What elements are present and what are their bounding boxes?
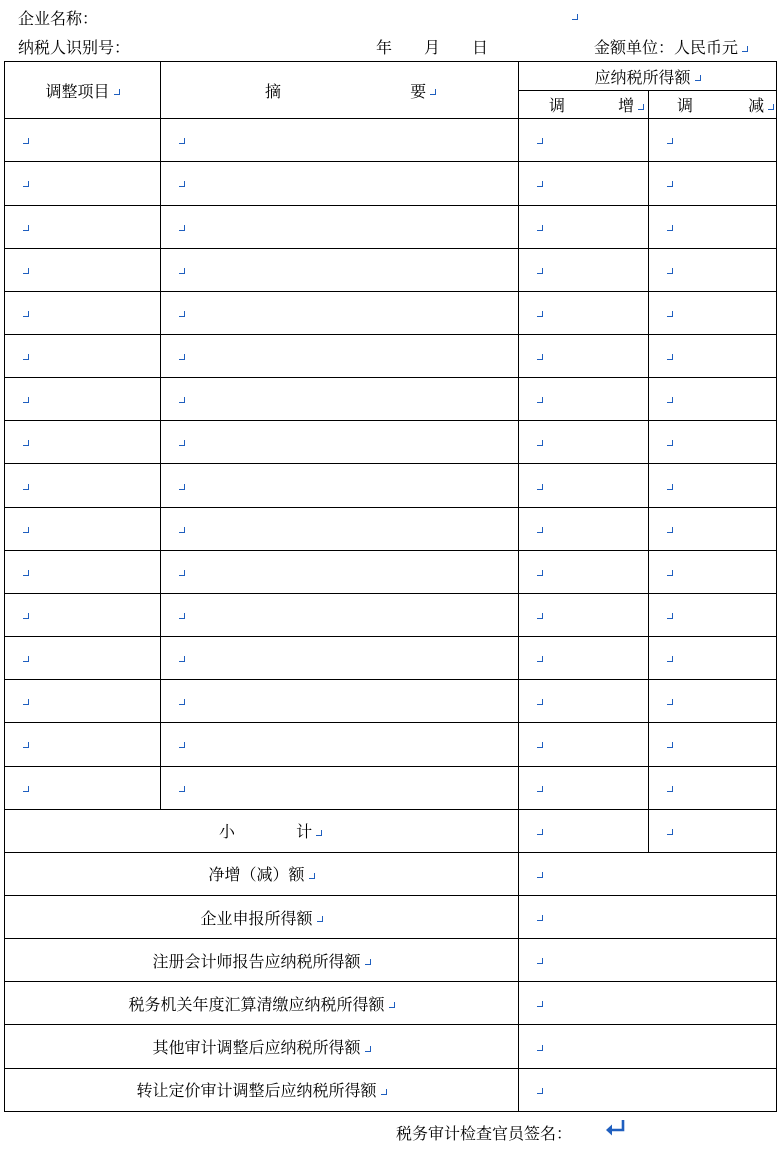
paragraph-mark-icon bbox=[179, 397, 185, 403]
increase-cell[interactable] bbox=[519, 162, 649, 205]
paragraph-mark-icon bbox=[23, 613, 29, 619]
paragraph-mark-icon bbox=[23, 786, 29, 792]
paragraph-mark-icon bbox=[667, 699, 673, 705]
table-row bbox=[5, 334, 777, 377]
paragraph-mark-icon bbox=[365, 959, 371, 965]
decrease-cell[interactable] bbox=[649, 119, 777, 162]
increase-cell[interactable] bbox=[519, 119, 649, 162]
paragraph-mark-icon bbox=[179, 527, 185, 533]
amount-unit-label: 金额单位：人民币元 bbox=[594, 38, 748, 58]
return-arrow-icon bbox=[604, 1118, 628, 1140]
table-row bbox=[5, 291, 777, 334]
paragraph-mark-icon bbox=[430, 89, 436, 95]
table-row bbox=[5, 162, 777, 205]
decrease-cell[interactable] bbox=[649, 637, 777, 680]
adjust-item-cell[interactable] bbox=[5, 680, 161, 723]
other-audit-income-label: 其他审计调整后应纳税所得额 bbox=[5, 1025, 519, 1068]
adjust-item-cell[interactable] bbox=[5, 378, 161, 421]
increase-cell[interactable] bbox=[519, 637, 649, 680]
decrease-cell[interactable] bbox=[649, 464, 777, 507]
decrease-cell[interactable] bbox=[649, 162, 777, 205]
paragraph-mark-icon bbox=[537, 915, 543, 921]
header-taxable-income: 应纳税所得额 bbox=[519, 62, 777, 91]
paragraph-mark-icon bbox=[365, 1046, 371, 1052]
paragraph-mark-icon bbox=[179, 138, 185, 144]
paragraph-mark-icon bbox=[537, 354, 543, 360]
paragraph-mark-icon bbox=[667, 742, 673, 748]
paragraph-mark-icon bbox=[667, 829, 673, 835]
paragraph-mark-icon bbox=[537, 829, 543, 835]
increase-cell[interactable] bbox=[519, 550, 649, 593]
paragraph-mark-icon bbox=[23, 484, 29, 490]
increase-cell[interactable] bbox=[519, 723, 649, 766]
paragraph-mark-icon bbox=[317, 916, 323, 922]
increase-cell[interactable] bbox=[519, 421, 649, 464]
increase-cell[interactable] bbox=[519, 248, 649, 291]
paragraph-mark-icon bbox=[179, 786, 185, 792]
paragraph-mark-icon bbox=[695, 75, 701, 81]
paragraph-mark-icon bbox=[23, 527, 29, 533]
paragraph-mark-icon bbox=[537, 958, 543, 964]
decrease-cell[interactable] bbox=[649, 766, 777, 809]
paragraph-mark-icon bbox=[667, 440, 673, 446]
paragraph-mark-icon bbox=[316, 830, 322, 836]
paragraph-mark-icon bbox=[667, 311, 673, 317]
paragraph-mark-icon bbox=[537, 1045, 543, 1051]
company-name-label: 企业名称： bbox=[18, 9, 99, 28]
adjust-item-cell[interactable] bbox=[5, 291, 161, 334]
declared-income-value-cell[interactable] bbox=[519, 896, 777, 939]
table-row bbox=[5, 637, 777, 680]
tax-bureau-income-row bbox=[5, 982, 777, 1025]
paragraph-mark-icon bbox=[179, 311, 185, 317]
decrease-cell[interactable] bbox=[649, 378, 777, 421]
adjust-item-cell[interactable] bbox=[5, 334, 161, 377]
tax-adjustment-table bbox=[4, 61, 777, 1112]
decrease-cell[interactable] bbox=[649, 291, 777, 334]
paragraph-mark-icon bbox=[537, 484, 543, 490]
summary-cell[interactable] bbox=[161, 291, 519, 334]
paragraph-mark-icon bbox=[537, 181, 543, 187]
paragraph-mark-icon bbox=[23, 268, 29, 274]
summary-cell[interactable] bbox=[161, 593, 519, 636]
paragraph-mark-icon bbox=[537, 742, 543, 748]
cpa-income-value-cell[interactable] bbox=[519, 939, 777, 982]
paragraph-mark-icon bbox=[537, 570, 543, 576]
paragraph-mark-icon bbox=[179, 484, 185, 490]
increase-cell[interactable] bbox=[519, 507, 649, 550]
paragraph-mark-icon bbox=[389, 1002, 395, 1008]
cpa-income-label: 注册会计师报告应纳税所得额 bbox=[5, 939, 519, 982]
paragraph-mark-icon bbox=[667, 225, 673, 231]
paragraph-mark-icon bbox=[23, 225, 29, 231]
transfer-pricing-income-row bbox=[5, 1068, 777, 1111]
transfer-pricing-income-value-cell[interactable] bbox=[519, 1068, 777, 1111]
paragraph-mark-icon bbox=[179, 656, 185, 662]
summary-cell[interactable] bbox=[161, 723, 519, 766]
paragraph-mark-icon bbox=[179, 742, 185, 748]
increase-cell[interactable] bbox=[519, 593, 649, 636]
decrease-cell[interactable] bbox=[649, 248, 777, 291]
paragraph-mark-icon bbox=[667, 570, 673, 576]
header-increase: 调 增 bbox=[519, 91, 649, 119]
paragraph-mark-icon bbox=[23, 440, 29, 446]
paragraph-mark-icon bbox=[23, 742, 29, 748]
increase-cell[interactable] bbox=[519, 205, 649, 248]
adjust-item-cell[interactable] bbox=[5, 550, 161, 593]
paragraph-mark-icon bbox=[667, 613, 673, 619]
paragraph-mark-icon bbox=[537, 440, 543, 446]
paragraph-mark-icon bbox=[179, 440, 185, 446]
increase-cell[interactable] bbox=[519, 334, 649, 377]
paragraph-mark-icon bbox=[768, 104, 774, 110]
adjust-item-cell[interactable] bbox=[5, 507, 161, 550]
declared-income-label: 企业申报所得额 bbox=[5, 896, 519, 939]
table-row bbox=[5, 507, 777, 550]
decrease-cell[interactable] bbox=[649, 723, 777, 766]
paragraph-mark-icon bbox=[114, 89, 120, 95]
increase-cell[interactable] bbox=[519, 464, 649, 507]
paragraph-mark-icon bbox=[537, 613, 543, 619]
summary-cell[interactable] bbox=[161, 550, 519, 593]
month-label: 月 bbox=[424, 38, 441, 57]
adjust-item-cell[interactable] bbox=[5, 119, 161, 162]
paragraph-mark-icon bbox=[23, 397, 29, 403]
paragraph-mark-icon bbox=[537, 138, 543, 144]
increase-cell[interactable] bbox=[519, 766, 649, 809]
other-audit-income-value-cell[interactable] bbox=[519, 1025, 777, 1068]
paragraph-mark-icon bbox=[667, 268, 673, 274]
paragraph-mark-icon bbox=[667, 181, 673, 187]
summary-cell[interactable] bbox=[161, 507, 519, 550]
paragraph-mark-icon bbox=[179, 354, 185, 360]
summary-cell[interactable] bbox=[161, 637, 519, 680]
paragraph-mark-icon bbox=[537, 656, 543, 662]
adjust-item-cell[interactable] bbox=[5, 637, 161, 680]
paragraph-mark-icon bbox=[537, 1001, 543, 1007]
paragraph-mark-icon bbox=[537, 786, 543, 792]
table-row bbox=[5, 248, 777, 291]
paragraph-mark-icon bbox=[23, 354, 29, 360]
declared-income-row bbox=[5, 896, 777, 939]
adjust-item-cell[interactable] bbox=[5, 723, 161, 766]
paragraph-mark-icon bbox=[667, 397, 673, 403]
decrease-cell[interactable] bbox=[649, 334, 777, 377]
summary-cell[interactable] bbox=[161, 421, 519, 464]
paragraph-mark-icon bbox=[179, 613, 185, 619]
paragraph-mark-icon bbox=[638, 104, 644, 110]
paragraph-mark-icon bbox=[667, 527, 673, 533]
table-row bbox=[5, 205, 777, 248]
increase-cell[interactable] bbox=[519, 378, 649, 421]
decrease-cell[interactable] bbox=[649, 680, 777, 723]
summary-cell[interactable] bbox=[161, 464, 519, 507]
increase-cell[interactable] bbox=[519, 680, 649, 723]
tax-bureau-income-label: 税务机关年度汇算清缴应纳税所得额 bbox=[5, 982, 519, 1025]
paragraph-mark-icon bbox=[667, 138, 673, 144]
paragraph-mark-icon bbox=[381, 1089, 387, 1095]
paragraph-mark-icon bbox=[179, 699, 185, 705]
net-change-value-cell[interactable] bbox=[519, 852, 777, 895]
subtotal-row bbox=[5, 809, 777, 852]
tax-bureau-income-value-cell[interactable] bbox=[519, 982, 777, 1025]
paragraph-mark-icon bbox=[23, 699, 29, 705]
paragraph-mark-icon bbox=[537, 527, 543, 533]
net-change-row bbox=[5, 852, 777, 895]
table-row bbox=[5, 550, 777, 593]
adjust-item-cell[interactable] bbox=[5, 464, 161, 507]
other-audit-income-row bbox=[5, 1025, 777, 1068]
paragraph-mark-icon bbox=[537, 699, 543, 705]
paragraph-mark-icon bbox=[537, 311, 543, 317]
table-row bbox=[5, 378, 777, 421]
signature-label: 税务审计检查官员签名： bbox=[396, 1124, 573, 1143]
paragraph-mark-icon bbox=[537, 397, 543, 403]
day-label: 日 bbox=[472, 38, 489, 57]
transfer-pricing-income-label: 转让定价审计调整后应纳税所得额 bbox=[5, 1068, 519, 1111]
paragraph-mark-icon bbox=[23, 570, 29, 576]
summary-cell[interactable] bbox=[161, 119, 519, 162]
adjust-item-cell[interactable] bbox=[5, 421, 161, 464]
adjust-item-cell[interactable] bbox=[5, 593, 161, 636]
paragraph-mark-icon bbox=[23, 138, 29, 144]
paragraph-mark-icon bbox=[537, 268, 543, 274]
summary-cell[interactable] bbox=[161, 205, 519, 248]
table-row bbox=[5, 723, 777, 766]
header-summary: 摘 要 bbox=[161, 62, 519, 119]
decrease-cell[interactable] bbox=[649, 550, 777, 593]
paragraph-mark-icon bbox=[179, 181, 185, 187]
header-decrease: 调 减 bbox=[649, 91, 777, 119]
decrease-cell[interactable] bbox=[649, 593, 777, 636]
paragraph-mark-icon bbox=[742, 46, 748, 52]
paragraph-mark-icon bbox=[667, 656, 673, 662]
table-row bbox=[5, 680, 777, 723]
paragraph-mark-icon bbox=[667, 786, 673, 792]
paragraph-mark-icon bbox=[23, 311, 29, 317]
table-row bbox=[5, 766, 777, 809]
paragraph-mark-icon bbox=[537, 225, 543, 231]
decrease-cell[interactable] bbox=[649, 421, 777, 464]
paragraph-mark-icon bbox=[179, 570, 185, 576]
paragraph-mark-icon bbox=[23, 656, 29, 662]
paragraph-mark-icon bbox=[537, 1088, 543, 1094]
summary-cell[interactable] bbox=[161, 680, 519, 723]
paragraph-mark-icon bbox=[667, 484, 673, 490]
paragraph-mark-icon bbox=[667, 354, 673, 360]
paragraph-mark-icon bbox=[537, 872, 543, 878]
subtotal-increase-cell[interactable] bbox=[519, 809, 649, 852]
summary-cell[interactable] bbox=[161, 766, 519, 809]
adjust-item-cell[interactable] bbox=[5, 766, 161, 809]
year-label: 年 bbox=[376, 38, 393, 57]
subtotal-decrease-cell[interactable] bbox=[649, 809, 777, 852]
table-row bbox=[5, 421, 777, 464]
summary-cell[interactable] bbox=[161, 248, 519, 291]
summary-cell[interactable] bbox=[161, 378, 519, 421]
table-row bbox=[5, 593, 777, 636]
adjust-item-cell[interactable] bbox=[5, 248, 161, 291]
decrease-cell[interactable] bbox=[649, 507, 777, 550]
summary-cell[interactable] bbox=[161, 334, 519, 377]
taxpayer-id-label: 纳税人识别号： bbox=[18, 38, 131, 57]
cpa-income-row bbox=[5, 939, 777, 982]
adjust-item-cell[interactable] bbox=[5, 162, 161, 205]
summary-cell[interactable] bbox=[161, 162, 519, 205]
header-adjust-item: 调整项目 bbox=[5, 62, 161, 119]
table-row bbox=[5, 464, 777, 507]
paragraph-mark-icon bbox=[23, 181, 29, 187]
adjust-item-cell[interactable] bbox=[5, 205, 161, 248]
table-row bbox=[5, 119, 777, 162]
paragraph-mark-icon bbox=[572, 14, 578, 20]
decrease-cell[interactable] bbox=[649, 205, 777, 248]
subtotal-label: 小 计 bbox=[5, 809, 519, 852]
net-change-label: 净增（减）额 bbox=[5, 852, 519, 895]
paragraph-mark-icon bbox=[179, 268, 185, 274]
paragraph-mark-icon bbox=[309, 873, 315, 879]
paragraph-mark-icon bbox=[179, 225, 185, 231]
increase-cell[interactable] bbox=[519, 291, 649, 334]
